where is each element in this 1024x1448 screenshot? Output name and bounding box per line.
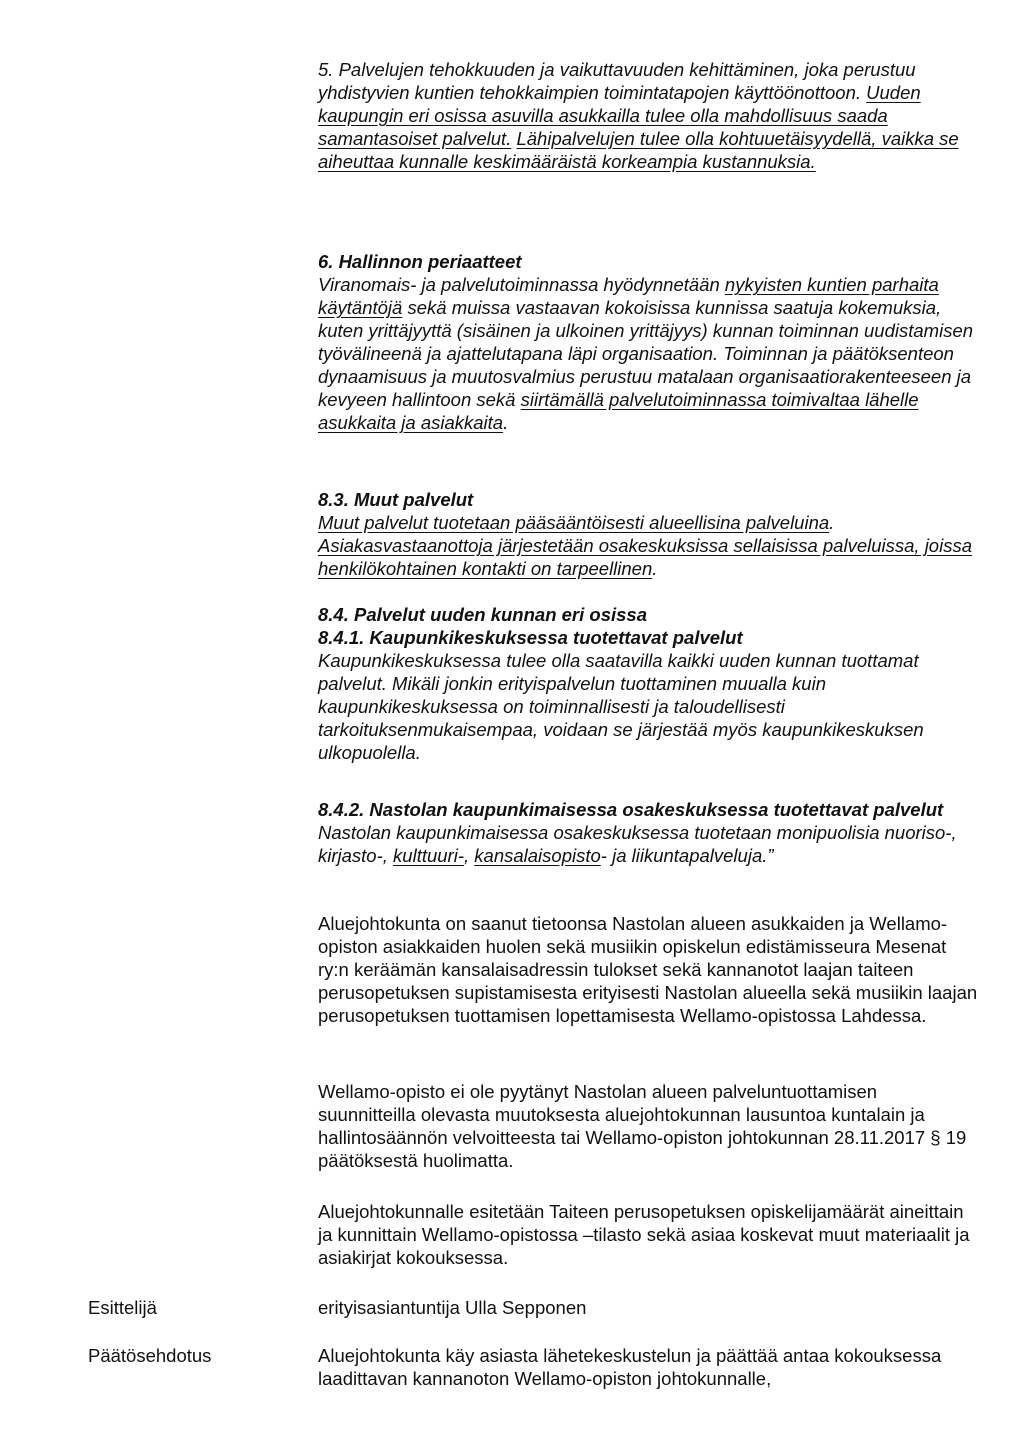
section-8-4-1-heading: 8.4.1. Kaupunkikeskuksessa tuotettavat palvelut (318, 627, 743, 648)
section-8-3-underlined-2: Asiakasvastaanottoja järjestetään osakeskuksissa sellaisissa palveluissa, joissa henkilökohtainen kontakti on tarpeellinen (318, 535, 972, 579)
section-5-underlined-2: Lähipalvelujen tulee olla kohtuuetäisyydellä, vaikka se aiheuttaa kunnalle keskimääräistä korkeampia kustannuksia. (318, 128, 959, 172)
section-8-4-1-text: Kaupunkikeskuksessa tulee olla saatavilla kaikki uuden kunnan tuottamat palvelut. Mikäli jonkin erityispalvelun tuottaminen muualla kuin kaupunkikeskuksessa on toiminnallisesti ja taloudellisesti tarkoituksenmukaisempaa, voidaan se järjestää myös kaupunkikeskuksen ulkopuolella. (318, 650, 924, 763)
section-6-text-1: Viranomais- ja palvelutoiminnassa hyödynnetään (318, 274, 725, 295)
section-5-text (318, 58, 978, 173)
section-8-4-2-heading: 8.4.2. Nastolan kaupunkimaisessa osakeskuksessa tuotettavat palvelut (318, 799, 944, 820)
section-8-4 (318, 603, 978, 764)
section-8-3-heading: 8.3. Muut palvelut (318, 489, 474, 510)
presenter-value: erityisasiantuntija Ulla Sepponen (318, 1297, 587, 1318)
section-6-text-2: sekä muissa vastaavan kokoisissa kunnissa saatuja kokemuksia, kuten yrittäjyyttä (sisäinen ja ulkoinen yrittäjyys) kunnan toiminnan uudistamisen työvälineenä ja ajattelutapana läpi organisaation. Toiminnan ja päätöksenteon dynaamisuus ja muutosvalmius perustuu matalaan organisaatiorakenteeseen ja kevyeen hallintoon sekä (318, 297, 974, 410)
section-8-4-heading: 8.4. Palvelut uuden kunnan eri osissa (318, 604, 647, 625)
section-8-4-2-body (318, 821, 978, 867)
section-8-4-2-text-2: , (464, 845, 475, 866)
section-8-4-2-underlined-1: kulttuuri- (393, 845, 464, 866)
paragraph-3: Aluejohtokunnalle esitetään Taiteen perusopetuksen opiskelijamäärät aineittain ja kunnittain Wellamo-opistossa –tilasto sekä asiaa koskevat muut materiaalit ja asiakirjat kokouksessa. (318, 1201, 970, 1268)
section-8-3-underlined-1: Muut palvelut tuotetaan pääsääntöisesti alueellisina palveluina (318, 512, 830, 533)
section-6-text-3: . (503, 412, 509, 433)
section-6-underlined-1: nykyisten kuntien parhaita käytäntöjä (318, 274, 939, 318)
section-5-title: 5. Palvelujen tehokkuuden ja vaikuttavuuden kehittäminen, joka perustuu yhdistyvien kuntien tehokkaimpien toimintatapojen käyttöönottoon. (318, 59, 916, 103)
section-8-3-text-2: . (652, 558, 658, 579)
section-8-3-text-1: . (829, 512, 835, 533)
section-5 (318, 58, 978, 173)
section-8-3-body (318, 511, 978, 580)
section-8-4-2-text-3: - ja liikuntapalveluja.” (600, 845, 774, 866)
presenter-label: Esittelijä (88, 1297, 157, 1318)
paragraph-2: Wellamo-opisto ei ole pyytänyt Nastolan alueen palveluntuottamisen suunnitteilla olevasta muutoksesta aluejohtokunnan lausuntoa kuntalain ja hallintosäännön velvoitteesta tai Wellamo-opiston johtokunnan 28.11.2017 § 19 päätöksestä huolimatta. (318, 1081, 967, 1171)
section-8-4-2-text-1: Nastolan kaupunkimaisessa osakeskuksessa tuotetaan monipuolisia nuoriso-, kirjasto-, (318, 822, 957, 866)
proposal-label: Päätösehdotus (88, 1345, 212, 1366)
paragraph-1: Aluejohtokunta on saanut tietoonsa Nastolan alueen asukkaiden ja Wellamo-opiston asiakkaiden huolen sekä musiikin opiskelun edistämisseura Mesenat ry:n keräämän kansalaisadressin tulokset sekä kannanotot laajan taiteen perusopetuksen supistamisesta erityisesti Nastolan alueella sekä musiikin laajan perusopetuksen tuottamisen lopettamisesta Wellamo-opistossa Lahdessa. (318, 913, 978, 1026)
section-8-3 (318, 488, 978, 580)
section-6-body (318, 273, 978, 434)
section-6 (318, 250, 978, 434)
section-6-heading: 6. Hallinnon periaatteet (318, 251, 522, 272)
proposal-value: Aluejohtokunta käy asiasta lähetekeskustelun ja päättää antaa kokouksessa laadittavan kannanoton Wellamo-opiston johtokunnalle, (318, 1345, 942, 1389)
section-8-4-2-underlined-2: kansalaisopisto (474, 845, 601, 866)
section-8-4-2 (318, 798, 978, 867)
section-6-underlined-2: siirtämällä palvelutoiminnassa toimivaltaa lähelle asukkaita ja asiakkaita (318, 389, 919, 433)
section-5-underlined-1: Uuden kaupungin eri osissa asuvilla asukkailla tulee olla mahdollisuus saada samantasoiset palvelut. (318, 82, 921, 149)
